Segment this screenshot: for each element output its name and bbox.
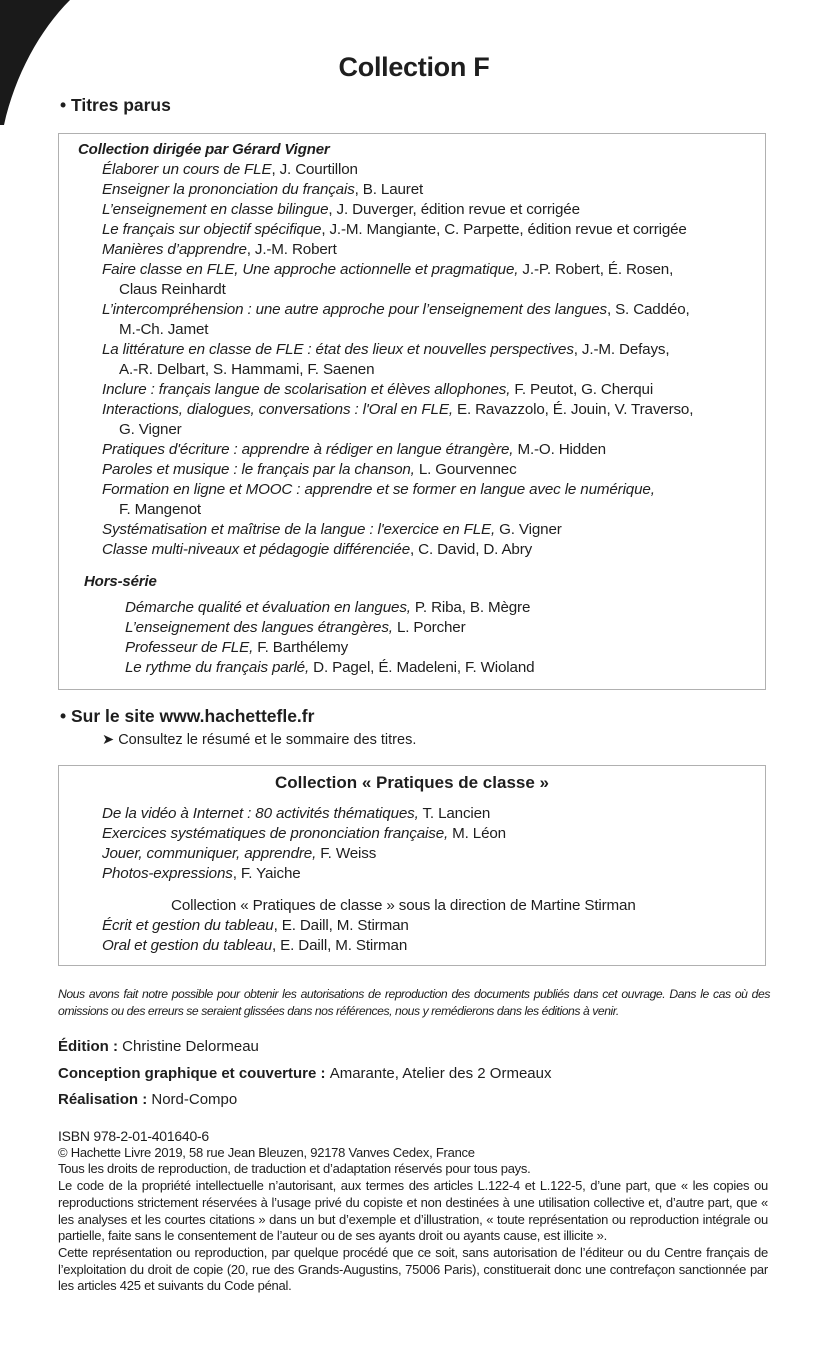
list-item [102, 381, 653, 398]
book-authors: , C. David, D. Abry [410, 541, 533, 558]
credit-label: Réalisation : [58, 1091, 152, 1108]
book-authors: J.-P. Robert, É. Rosen, [518, 261, 674, 278]
book-title: Élaborer un cours de FLE [102, 161, 272, 178]
book-authors: , F. Yaiche [232, 865, 301, 882]
book-authors: G. Vigner [495, 521, 562, 538]
book-authors-continuation: Claus Reinhardt [119, 281, 226, 298]
book-authors: T. Lancien [418, 805, 491, 822]
collection-director: Collection dirigée par Gérard Vigner [78, 141, 330, 158]
list-item [125, 639, 348, 656]
book-title: Le français sur objectif spécifique [102, 221, 322, 238]
pratiques-subheading: Collection « Pratiques de classe » sous la direction de Martine Stirman [171, 897, 636, 914]
arrow-icon: ➤ [102, 732, 115, 748]
book-authors: L. Gourvennec [414, 461, 517, 478]
list-item [102, 301, 690, 318]
book-authors: F. Peutot, G. Cherqui [510, 381, 654, 398]
book-authors: , J.-M. Robert [246, 241, 337, 258]
list-item [102, 937, 407, 954]
book-authors: F. Weiss [316, 845, 377, 862]
book-authors: D. Pagel, É. Madeleni, F. Wioland [309, 659, 535, 676]
hors-serie-heading: Hors-série [84, 573, 157, 590]
book-authors: , B. Lauret [354, 181, 424, 198]
book-authors: P. Riba, B. Mègre [410, 599, 531, 616]
isbn: ISBN 978-2-01-401640-6 [58, 1128, 209, 1144]
site-note [102, 732, 416, 748]
credit-label: Conception graphique et couverture : [58, 1065, 330, 1082]
list-item [102, 161, 358, 178]
credit-conception [58, 1065, 551, 1082]
list-item [102, 461, 517, 478]
list-item [102, 541, 532, 558]
book-authors: , J.-M. Mangiante, C. Parpette, édition revue et corrigée [321, 221, 687, 238]
book-title: Interactions, dialogues, conversations : l'Oral en FLE, [102, 401, 453, 418]
credit-label: Édition : [58, 1038, 123, 1055]
book-title: Exercices systématiques de prononciation française, [102, 825, 449, 842]
book-title: Formation en ligne et MOOC : apprendre et se former en langue avec le numérique, [102, 481, 655, 498]
list-item [102, 261, 673, 278]
credit-realisation [58, 1091, 237, 1108]
book-title: La littérature en classe de FLE : état des lieux et nouvelles perspectives [102, 341, 574, 358]
legal-block [58, 1128, 768, 1295]
pratiques-heading: Collection « Pratiques de classe » [274, 773, 549, 792]
book-authors: , J.-M. Defays, [573, 341, 670, 358]
book-title: Classe multi-niveaux et pédagogie différenciée [102, 541, 411, 558]
credit-value: Christine Delormeau [122, 1038, 259, 1055]
book-title: Faire classe en FLE, Une approche actionnelle et pragmatique, [102, 261, 519, 278]
book-title: Écrit et gestion du tableau [102, 917, 274, 934]
list-item [102, 805, 490, 822]
book-title: Jouer, communiquer, apprendre, [102, 845, 317, 862]
book-authors: M.-O. Hidden [513, 441, 606, 458]
list-item [102, 241, 337, 258]
list-item [102, 441, 606, 458]
book-title: Manières d’apprendre [102, 241, 247, 258]
book-authors: M. Léon [448, 825, 506, 842]
list-item [102, 221, 687, 238]
list-item [102, 865, 301, 882]
list-item [102, 401, 693, 418]
book-title: L’enseignement en classe bilingue [102, 201, 329, 218]
rights-notice: Tous les droits de reproduction, de traduction et d’adaptation réservés pour tous pays. [58, 1161, 531, 1177]
book-title: Systématisation et maîtrise de la langue : l'exercice en FLE, [102, 521, 496, 538]
credit-value: Amarante, Atelier des 2 Ormeaux [329, 1065, 552, 1082]
book-authors: L. Porcher [392, 619, 466, 636]
book-authors: F. Barthélemy [253, 639, 349, 656]
list-item [125, 659, 534, 676]
list-item [102, 521, 562, 538]
site-note-text: Consultez le résumé et le sommaire des titres. [118, 732, 417, 748]
book-title: Oral et gestion du tableau [102, 937, 273, 954]
book-authors: , E. Daill, M. Stirman [272, 937, 408, 954]
list-item [102, 917, 409, 934]
book-authors: , J. Courtillon [271, 161, 358, 178]
book-title: L’enseignement des langues étrangères, [125, 619, 393, 636]
copyright: © Hachette Livre 2019, 58 rue Jean Bleuzen, 92178 Vanves Cedex, France [58, 1144, 475, 1160]
page-title: Collection F [338, 52, 490, 82]
list-item [102, 845, 376, 862]
credit-edition [58, 1038, 259, 1055]
book-authors: , E. Daill, M. Stirman [273, 917, 409, 934]
list-item [102, 201, 580, 218]
list-item [102, 825, 506, 842]
list-item [102, 341, 669, 358]
list-item [102, 181, 423, 198]
book-title: Pratiques d'écriture : apprendre à rédiger en langue étrangère, [102, 441, 514, 458]
book-authors: , J. Duverger, édition revue et corrigée [328, 201, 580, 218]
ip-code-notice: Le code de la propriété intellectuelle n’autorisant, aux termes des articles L.122-4 et L.122-5, d’une part, que « les copies ou reproductions strictement réservées à l’usage privé du copiste et non destinées à une utilisation collective et, d’autre part, que « les analyses et les courtes citations » dans un but d’exemple et d’illustration, « toute représentation ou reproduction intégrale ou partielle, faite sans le consentement de l’auteur ou de ses ayants droit ou ayants cause, est illicite ». [58, 1178, 768, 1244]
book-title: De la vidéo à Internet : 80 activités thématiques, [102, 805, 419, 822]
book-title: Photos-expressions [102, 865, 233, 882]
penal-notice: Cette représentation ou reproduction, par quelque procédé que ce soit, sans autorisation de l’éditeur ou du Centre français de l’exploitation du droit de copie (20, rue des Grands-Augustins, 75006 Paris), constituerait donc une contrefaçon sanctionnée par les articles 425 et suivants du Code pénal. [58, 1244, 768, 1294]
disclaimer-note: Nous avons fait notre possible pour obtenir les autorisations de reproduction des documents publiés dans cet ouvrage. Dans le cas où des omissions ou des erreurs se seraient glissées dans nos références, nous y remédierons dans les éditions à venir. [58, 987, 770, 1018]
book-authors-continuation: F. Mangenot [119, 501, 201, 518]
book-authors: , S. Caddéo, [606, 301, 690, 318]
site-heading: • Sur le site www.hachettefle.fr [60, 706, 315, 726]
book-title: Démarche qualité et évaluation en langues, [125, 599, 411, 616]
list-item [125, 619, 466, 636]
book-title: Enseigner la prononciation du français [102, 181, 355, 198]
book-authors-continuation: A.-R. Delbart, S. Hammami, F. Saenen [119, 361, 375, 378]
book-title: Paroles et musique : le français par la chanson, [102, 461, 415, 478]
book-title: Le rythme du français parlé, [125, 659, 310, 676]
list-item [125, 599, 530, 616]
book-authors-continuation: M.-Ch. Jamet [119, 321, 209, 338]
book-title: L’intercompréhension : une autre approche pour l’enseignement des langues [102, 301, 607, 318]
credit-value: Nord-Compo [151, 1091, 238, 1108]
book-authors: E. Ravazzolo, É. Jouin, V. Traverso, [452, 401, 694, 418]
book-authors-continuation: G. Vigner [119, 421, 182, 438]
titres-parus-heading: • Titres parus [60, 95, 171, 115]
book-title: Professeur de FLE, [125, 639, 254, 656]
book-title: Inclure : français langue de scolarisation et élèves allophones, [102, 381, 511, 398]
list-item [102, 481, 655, 498]
